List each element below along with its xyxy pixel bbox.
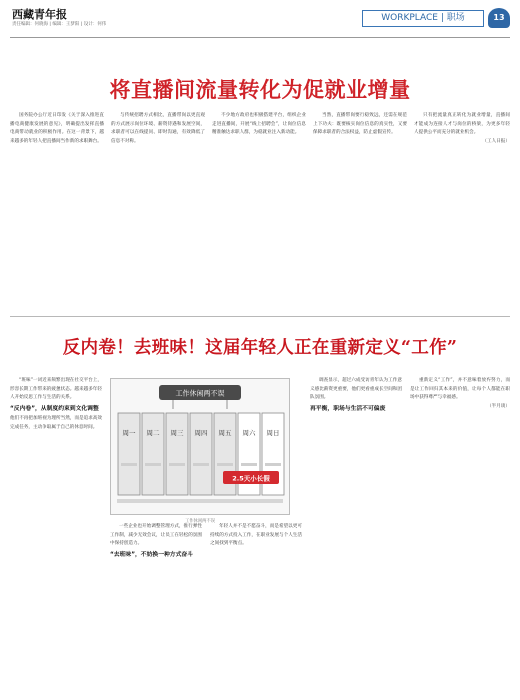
- day-column-3: [166, 413, 188, 495]
- article2-col1b-text: 他们不再把加班视为理所当然，而是追求高效完成任务，主动争取属于自己的休息时间。: [10, 416, 102, 430]
- editor-meta: 责任编辑：何晓海 | 编辑：王梦阳 | 设计：何伟: [12, 22, 107, 27]
- day-bar-6: [241, 463, 257, 466]
- article2-col1-text: “班味”一词近来频繁出现在社交平台上，形容长期工作带来的疲惫状态。越来越多年轻人开始反思工作与生活的关系。: [10, 378, 102, 400]
- day-column-2: [142, 413, 164, 495]
- illustration-ground: [117, 499, 283, 503]
- banner-text: 工作休闲两不误: [175, 389, 225, 398]
- day-label-6: 周六: [242, 429, 256, 437]
- illustration-caption: 工作休闲两不误: [184, 519, 216, 524]
- article2-col4-text: 调查显示，超过六成受访青年认为工作意义感比薪资更重要，他们更看重成长空间和团队氛围。: [310, 378, 402, 400]
- day-label-1: 周一: [122, 429, 136, 437]
- day-bar-3: [169, 463, 185, 466]
- headline-main: 将直播间流量转化为促就业增量: [109, 78, 411, 102]
- article2-byline: （半月谈）: [487, 403, 510, 409]
- article2-subhead-3: 再平衡，职场与生活不可偏废: [310, 405, 386, 412]
- day-bar-4: [193, 463, 209, 466]
- day-label-3: 周三: [170, 429, 184, 437]
- day-column-4: [190, 413, 212, 495]
- newspaper-name: 西藏青年报: [12, 8, 67, 21]
- article2-col5-text: 重新定义“工作”，并不意味着放弃努力，而是让工作回归其本来的价值，让每个人都能在职场中获得尊严与幸福感。: [410, 378, 510, 400]
- article2-subhead-1: “反内卷”，从制度约束到文化调整: [10, 405, 99, 412]
- headline-secondary: 反内卷！去班味！这届年轻人正在重新定义“工作”: [62, 338, 458, 358]
- day-bar-5: [217, 463, 233, 466]
- article1-col3: 不少地方政府也积极搭建平台，组织企业走进直播间，开展“线上招聘会”，让岗位信息精准触达求职人群，为稳就业注入新动能。: [212, 113, 306, 136]
- article2-col1: [10, 377, 102, 677]
- day-label-4: 周四: [194, 429, 208, 437]
- page-number: 13: [488, 8, 510, 28]
- day-label-2: 周二: [146, 429, 160, 437]
- article2-col5: [410, 377, 510, 677]
- article2-col3: 年轻人并不是不愿奋斗，而是希望以更可持续的方式投入工作，在职业发展与个人生活之间找到平衡点。: [210, 524, 302, 546]
- article2-col2-text: 一些企业也开始调整管理方式，推行弹性工作制，减少无效会议，让员工在轻松的氛围中保持创造力。: [110, 524, 202, 546]
- article1-col5: [414, 112, 510, 308]
- badge-text: 2.5天小长假: [232, 474, 270, 483]
- weekly-calendar-illustration: [110, 378, 290, 515]
- article1-col4: 当然，直播带岗要行稳致远，还需在规范上下功夫：既要核实岗位信息的真实性，又要保障求职者的合法权益，防止虚假宣传。: [313, 113, 407, 136]
- day-column-1: [118, 413, 140, 495]
- article2-subhead-2: “去班味”，不妨换一种方式奋斗: [110, 551, 193, 558]
- calendar-illustration-svg: [111, 379, 289, 514]
- article-livestream-employment: [10, 112, 510, 308]
- article2-col2: [110, 523, 202, 677]
- day-bar-2: [145, 463, 161, 466]
- day-label-7: 周日: [266, 429, 280, 437]
- day-bar-1: [121, 463, 137, 466]
- article1-col2: 与传统招聘方式相比，直播带岗以更直观的方式展示岗位环境、薪资待遇和发展空间，求职者可以在线提问、即时沟通，有效降低了信息不对称。: [111, 113, 205, 144]
- article-separator: [10, 316, 510, 317]
- day-label-5: 周五: [218, 429, 232, 437]
- article1-col5-text: 只有把流量真正转化为就业增量，直播间才能成为连接人才与岗位的桥梁，为更多年轻人提供公平而充分的就业机会。: [414, 113, 510, 136]
- article2-col4: [310, 377, 402, 677]
- article1-col1: 国务院办公厅近日印发《关于深入推进直播电商健康发展的意见》，明确提出发挥直播电商带动就业的积极作用。在这一背景下，越来越多的年轻人把直播间当作新的求职舞台。: [10, 113, 104, 144]
- masthead: [10, 4, 510, 34]
- article1-byline: （工人日报）: [482, 138, 510, 144]
- day-bar-7: [265, 463, 281, 466]
- section-label: WORKPLACE | 职场: [362, 10, 484, 27]
- header-rule: [10, 37, 510, 38]
